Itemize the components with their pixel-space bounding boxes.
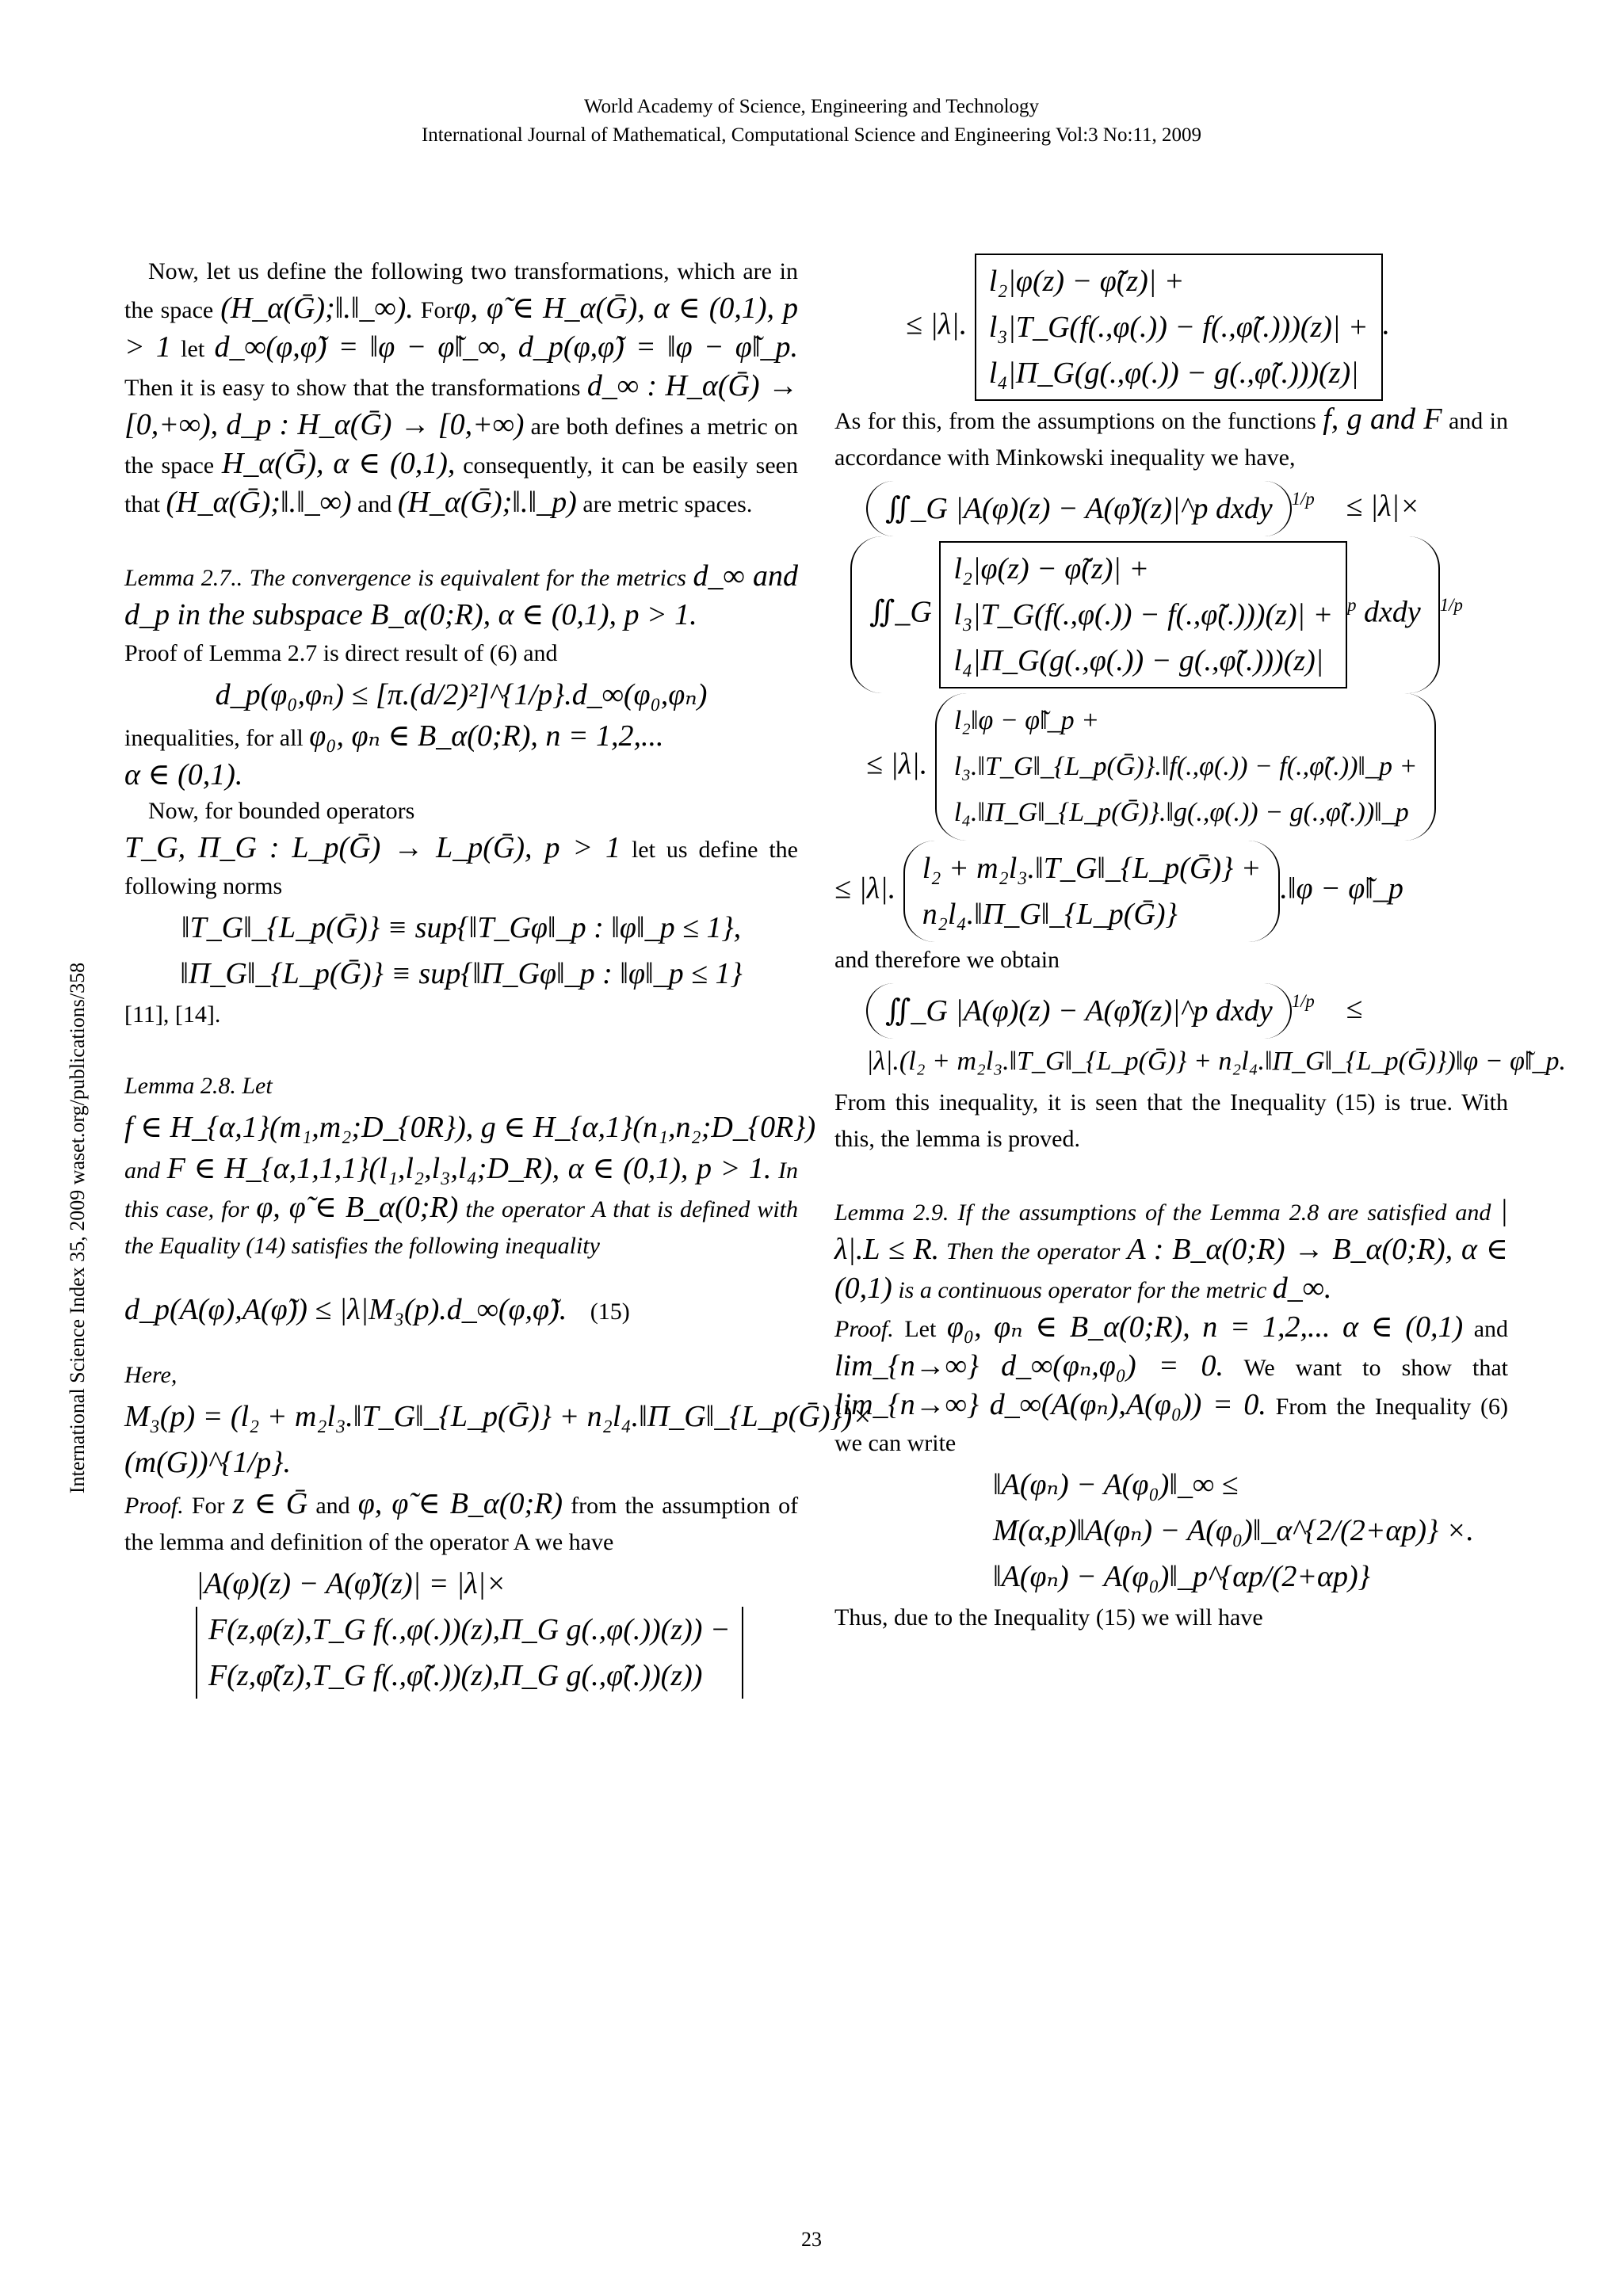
journal-header-line1: World Academy of Science, Engineering and Technology <box>583 96 1040 117</box>
references: [11], [14]. <box>124 1001 221 1028</box>
lemma-2-7: Lemma 2.7.. The convergence is equivalent for the metrics d_∞ and d_p in the subspace B_α(0;R), α ∈ (0,1), p > 1. <box>124 559 799 631</box>
alpha-range: α ∈ (0,1). <box>124 758 243 791</box>
lemma-2-8: Lemma 2.8. Let <box>124 1073 273 1099</box>
bounded-operators-def: T_G, Π_G : L_p(Ḡ) → L_p(Ḡ), p > 1 let us define the following norms <box>124 831 799 899</box>
integral-3: ∬_G |A(φ)(z) − A(φ̃)(z)|^p dxdy $^{1/p}$ ≤ <box>834 978 1508 1039</box>
journal-header-line2: International Journal of Mathematical, Computational Science and Engineering Vol:3 No:11, 2009 <box>421 124 1202 146</box>
norm-pi-g: ‖Π_G‖_{L_p(Ḡ)} ≡ sup{‖Π_Gφ‖_p : ‖φ‖_p ≤ 1} <box>180 957 743 990</box>
proof-lemma-2-9: Proof. Let φ₀, φₙ ∈ B_α(0;R), n = 1,2,... α ∈ (0,1) and lim_{n→∞} d_∞(φₙ,φ₀) = 0. We want to show that lim_{n→∞} d_∞(A(φₙ),A(φ₀)) = 0. From the Inequality (6) we can write <box>834 1310 1509 1456</box>
lemma-2-8-F: and F ∈ H_{α,1,1,1}(l₁,l₂,l₃,l₄;D_R), α ∈ (0,1), p > 1. In this case, for φ, φ̃ ∈ B_α(0;R) the operator A that is defined with the Equality (14) satisfies the following inequality <box>124 1152 799 1259</box>
inequality-combined: ≤ |λ|. l₂ + m₂l₃.‖T_G‖_{L_p(Ḡ)} + n₂l₄.‖Π_G‖_{L_p(Ḡ)} .‖φ − φ̃‖_p <box>834 841 1508 942</box>
m3-definition-line1: M₃(p) = (l₂ + m₂l₃.‖T_G‖_{L_p(Ḡ)} + n₂l₄.‖Π_G‖_{L_p(Ḡ)})× <box>124 1400 873 1433</box>
sidebar-index-text: International Science Index 35, 2009 waset.org/publications/358 <box>66 962 89 1494</box>
thus-text: Thus, due to the Inequality (15) we will have <box>834 1604 1263 1630</box>
integral-1: ∬_G |A(φ)(z) − A(φ̃)(z)|^p dxdy $^{1/p}$ ≤ |λ|× <box>834 476 1508 536</box>
top-bracket-inequality: ≤ |λ|. l₂|φ(z) − φ̃(z)| + l₃|T_G(f(.,φ(.)) − f(.,φ̃(.)))(z)| + l₄|Π_G(g(.,φ(.)) − g(.,φ̃(.)))(z)| . <box>834 254 1508 401</box>
paragraph-transformations: Now, let us define the following two transformations, which are in the space (H_α(Ḡ);‖.‖_∞). Forφ, φ̃ ∈ H_α(Ḡ), α ∈ (0,1), p > 1 let d_∞(φ,φ̃) = ‖φ − φ̃‖_∞, d_p(φ,φ̃) = ‖φ − φ̃‖_p. Then it is easy to show that the transformations d_∞ : H_α(Ḡ) → [0,+∞), d_p : H_α(Ḡ) → [0,+∞) are both defines a metric on the space H_α(Ḡ), α ∈ (0,1), consequently, it can be easily seen that (H_α(Ḡ);‖.‖_∞) and (H_α(Ḡ);‖.‖_p) are metric spaces. <box>124 258 799 519</box>
difference-line1: |A(φ)(z) − A(φ̃)(z)| = |λ|× <box>196 1567 506 1600</box>
page-number: 23 <box>801 2228 822 2251</box>
lemma-proved-text: From this inequality, it is seen that the Inequality (15) is true. With this, the lemma is proved. <box>834 1089 1508 1152</box>
inequalities-for-all: inequalities, for all φ₀, φₙ ∈ B_α(0;R), n = 1,2,... <box>124 719 664 753</box>
paragraph-bounded-operators: Now, for bounded operators <box>148 798 415 824</box>
here-label: Here, <box>124 1362 178 1388</box>
final-ineq-line3: ‖A(φₙ) − A(φ₀)‖_p^{αp/(2+αp)} <box>993 1559 1370 1593</box>
equation-15: d_p(A(φ),A(φ̃)) ≤ |λ|M₃(p).d_∞(φ,φ̃). (15) <box>124 1293 630 1326</box>
inequality-norms: ≤ |λ|. l₂‖φ − φ̃‖_p + l₃.‖T_G‖_{L_p(Ḡ)}.‖f(.,φ(.)) − f(.,φ̃(.))‖_p + l₄.‖Π_G‖_{L_p(Ḡ)}.‖g(.,φ(.)) − g(.,φ̃(.))‖_p <box>834 693 1508 841</box>
lemma-2-8-f-g: f ∈ H_{α,1}(m₁,m₂;D_{0R}), g ∈ H_{α,1}(n₁,n₂;D_{0R}) <box>124 1111 816 1144</box>
minkowski-paragraph: As for this, from the assumptions on the functions f, g and F and in accordance with Minkowski inequality we have, <box>834 402 1509 471</box>
integral-3-bound: |λ|.(l₂ + m₂l₃.‖T_G‖_{L_p(Ḡ)} + n₂l₄.‖Π_G‖_{L_p(Ḡ)})‖φ − φ̃‖_p. <box>866 1046 1566 1076</box>
final-ineq-line1: ‖A(φₙ) − A(φ₀)‖_∞ ≤ <box>993 1467 1239 1501</box>
left-column <box>124 254 873 1699</box>
right-column <box>834 254 1566 1636</box>
m3-definition-line2: (m(G))^{1/p}. <box>124 1446 291 1479</box>
therefore-text: and therefore we obtain <box>834 946 1060 973</box>
lemma-2-9: Lemma 2.9. If the assumptions of the Lemma 2.8 are satisfied and |λ|.L ≤ R. Then the operator A : B_α(0;R) → B_α(0;R), α ∈ (0,1) is a continuous operator for the metric d_∞. <box>834 1193 1508 1305</box>
integral-2: ∬_G l₂|φ(z) − φ̃(z)| + l₃|T_G(f(.,φ(.)) − f(.,φ̃(.)))(z)| + l₄|Π_G(g(.,φ(.)) − g(.,φ̃(.)))(z)| $^p$ dxdy $^{1/p}$ <box>834 536 1508 693</box>
difference-block: F(z,φ(z),T_G f(.,φ(.))(z),Π_G g(.,φ(.))(z)) − F(z,φ̃(z),T_G f(.,φ̃(.))(z),Π_G g(.,φ̃(.))(z)) <box>124 1607 798 1699</box>
final-ineq-line2: M(α,p)‖A(φₙ) − A(φ₀)‖_α^{2/(2+αp)} ×. <box>993 1513 1474 1547</box>
inequality-dp-dinf: d_p(φ₀,φₙ) ≤ [π.(d/2)²]^{1/p}.d_∞(φ₀,φₙ) <box>215 678 708 711</box>
norm-t-g: ‖T_G‖_{L_p(Ḡ)} ≡ sup{‖T_Gφ‖_p : ‖φ‖_p ≤ 1}, <box>181 911 742 944</box>
proof-lemma-2-8: Proof. For z ∈ Ḡ and φ, φ̃ ∈ B_α(0;R) from the assumption of the lemma and definition of the operator A we have <box>124 1487 799 1555</box>
proof-lemma-2-7: Proof of Lemma 2.7 is direct result of (6) and <box>124 640 558 666</box>
